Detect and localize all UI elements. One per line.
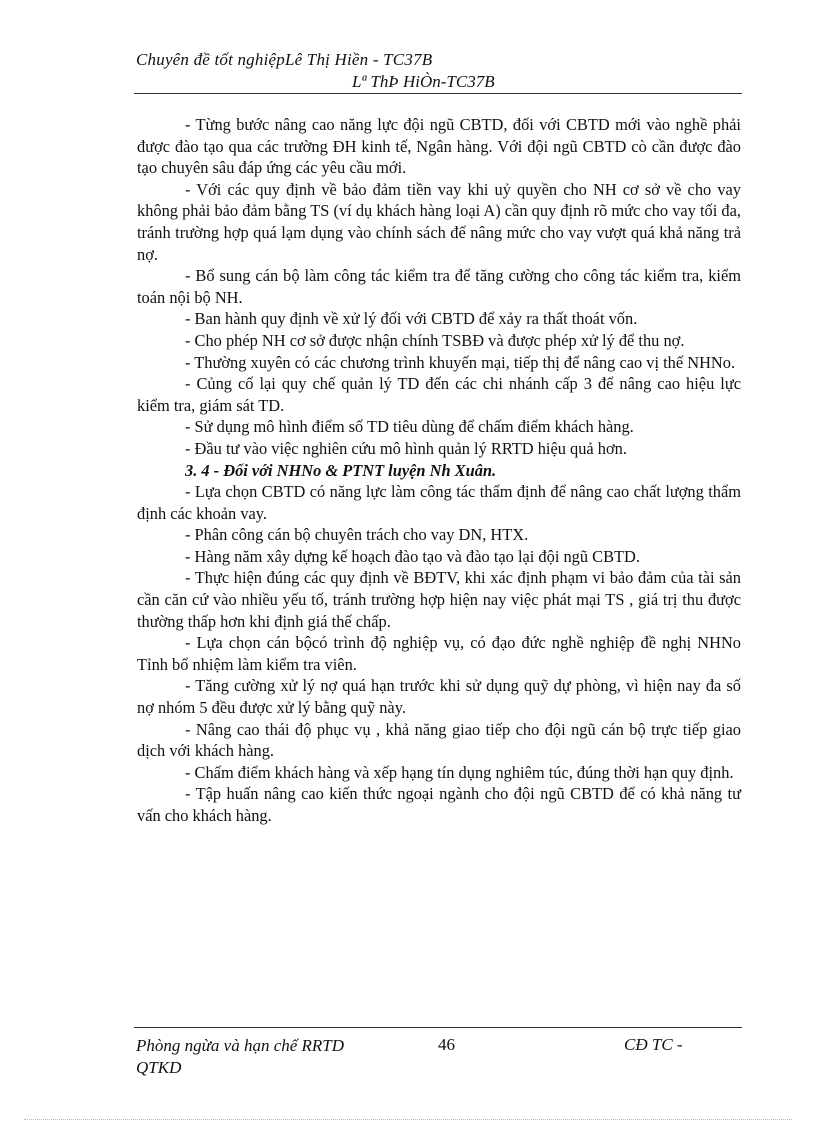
- header-divider: [134, 93, 742, 94]
- paragraph: - Lựa chọn cán bộcó trình độ nghiệp vụ, có đạo đức nghề nghiệp đề nghị NHNo Tỉnh bổ nhiệm làm kiểm tra viên.: [137, 633, 741, 674]
- paragraph: - Với các quy định về bảo đảm tiền vay khi uỷ quyền cho NH cơ sở về cho vay không phải bảo đảm bằng TS (ví dụ khách hàng loại A) cần quy định rõ mức cho vay tối đa, tránh trường hợp quá lạm dụng vào chính sách để nâng mức cho vay vượt quá khả năng trả nợ.: [137, 179, 741, 264]
- paragraph: - Thường xuyên có các chương trình khuyến mại, tiếp thị để nâng cao vị thế NHNo.: [185, 352, 736, 372]
- page-number: 46: [438, 1035, 455, 1054]
- paragraph: - Bổ sung cán bộ làm công tác kiểm tra để tăng cường cho công tác kiểm tra, kiểm toán nội bộ NH.: [137, 266, 741, 307]
- paragraph: - Chấm điểm khách hàng và xếp hạng tín dụng nghiêm túc, đúng thời hạn quy định.: [185, 762, 734, 782]
- paragraph: - Tăng cường xử lý nợ quá hạn trước khi sử dụng quỹ dự phòng, vì hiện nay đa số nợ nhóm 5 đều được xử lý bằng quỹ này.: [137, 676, 741, 718]
- paragraph: - Phân công cán bộ chuyên trách cho vay DN, HTX.: [185, 525, 529, 545]
- header-author: Lª ThÞ HiÒn-TC37B: [352, 72, 495, 91]
- paragraph: - Tập huấn nâng cao kiến thức ngoại ngành cho đội ngũ CBTD để có khả năng tư vấn cho khách hàng.: [137, 784, 741, 825]
- footer-title: Phòng ngừa và hạn chế RRTD QTKD: [136, 1036, 345, 1077]
- paragraph: - Đầu tư vào việc nghiên cứu mô hình quản lý RRTD hiệu quả hơn.: [185, 438, 627, 458]
- header-title: Chuyên đề tốt nghiệpLê Thị Hiền - TC37B: [136, 50, 433, 69]
- footer-department: CĐ TC -: [624, 1035, 683, 1054]
- paragraph: - Sử dụng mô hình điểm số TD tiêu dùng để chấm điểm khách hàng.: [185, 417, 634, 437]
- paragraph: - Từng bước nâng cao năng lực đội ngũ CBTD, đối với CBTD mới vào nghề phải được đào tạo qua các trường ĐH kinh tế, Ngân hàng. Với đội ngũ CBTD cò cần được đào tạo chuyên sâu đáp ứng các yêu cầu mới.: [137, 115, 741, 178]
- paragraph: - Lựa chọn CBTD có năng lực làm công tác thẩm định để nâng cao chất lượng thẩm định các khoản vay.: [137, 482, 741, 523]
- paragraph: - Cho phép NH cơ sở được nhận chính TSBĐ và được phép xử lý để thu nợ.: [185, 330, 685, 350]
- page-edge-divider: [24, 1119, 792, 1120]
- document-body: [137, 114, 741, 827]
- paragraph: - Hàng năm xây dựng kế hoạch đào tạo và đào tạo lại đội ngũ CBTD.: [185, 546, 640, 566]
- paragraph: - Ban hành quy định về xử lý đối với CBTD để xảy ra thất thoát vốn.: [185, 309, 638, 329]
- paragraph: - Củng cố lại quy chế quản lý TD đến các chi nhánh cấp 3 để nâng cao hiệu lực kiểm tra, giám sát TD.: [137, 374, 741, 415]
- paragraph: - Nâng cao thái độ phục vụ , khả năng giao tiếp cho đội ngũ cán bộ trực tiếp giao dịch với khách hàng.: [137, 719, 741, 761]
- footer-divider: [134, 1027, 742, 1028]
- paragraph: - Thực hiện đúng các quy định về BĐTV, khi xác định phạm vi bảo đảm của tài sản cần căn cứ vào nhiều yếu tố, tránh trường hợp hiện nay việc phát mại TS , giá trị thu được thường thấp hơn khi định giá thế chấp.: [137, 568, 741, 631]
- section-heading: 3. 4 - Đối với NHNo & PTNT luyện Nh Xuân.: [185, 460, 497, 480]
